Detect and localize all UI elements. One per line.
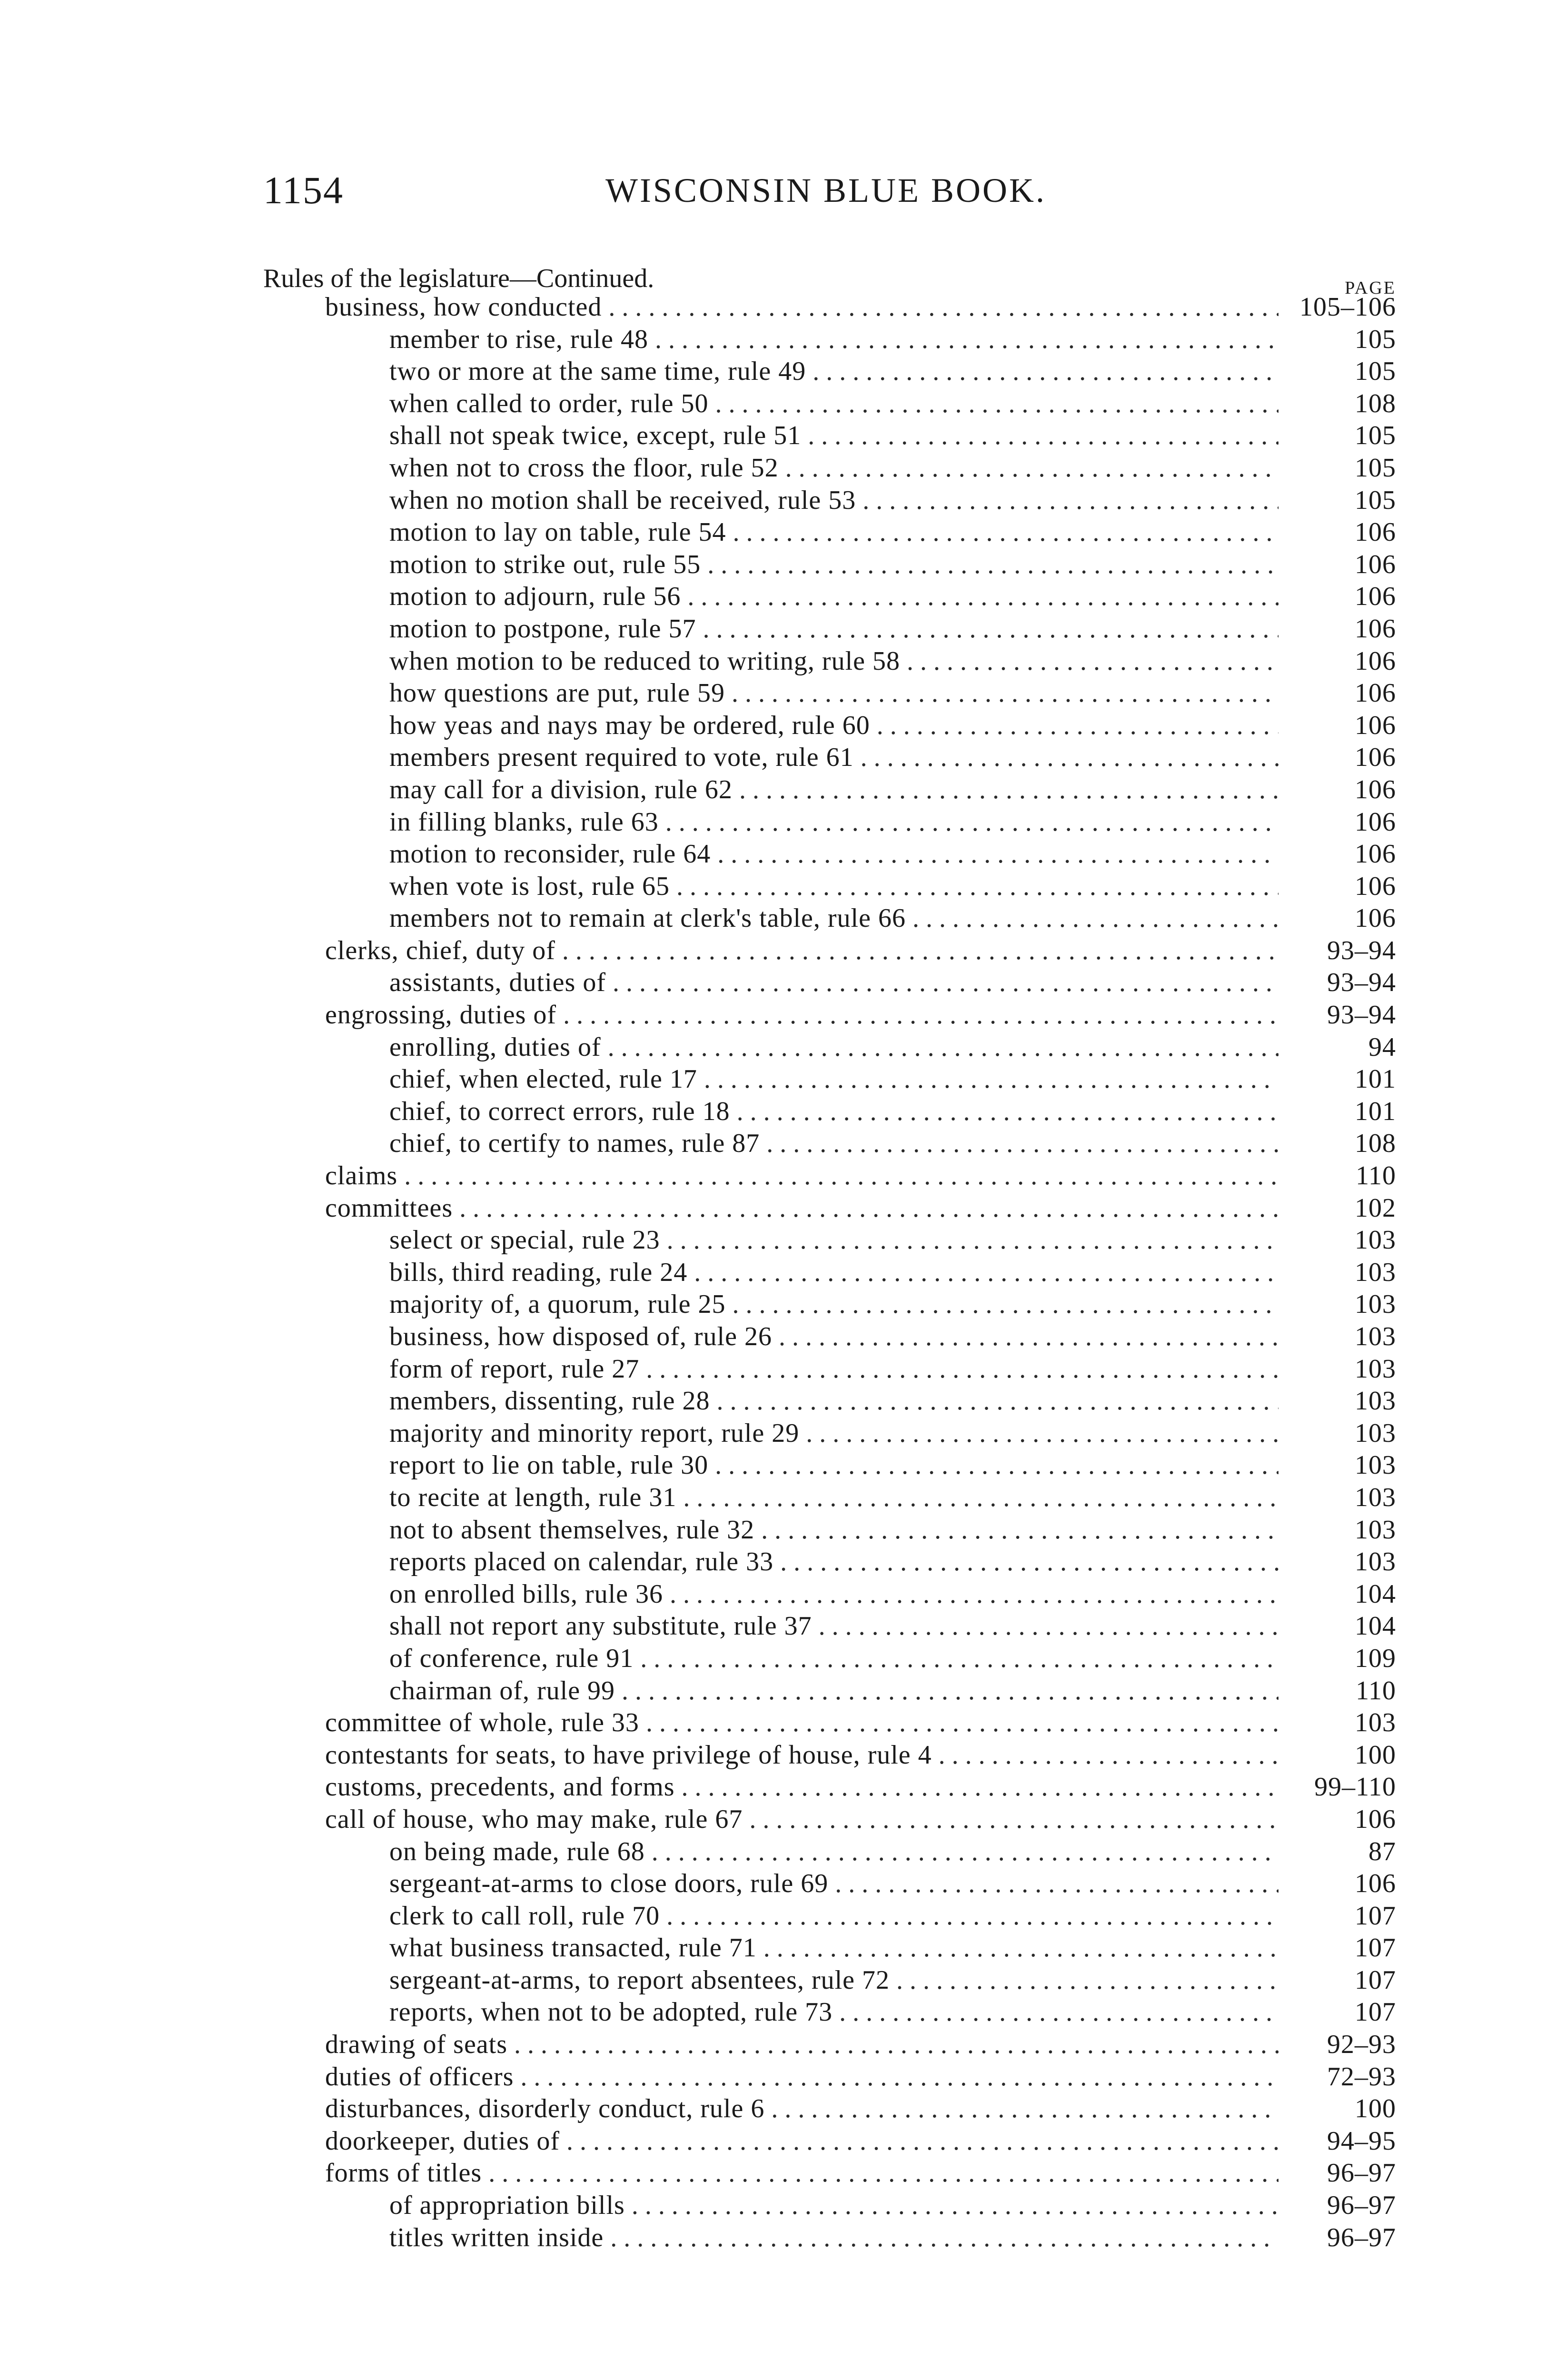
index-entry — [263, 1128, 1396, 1160]
entry-label: member to rise, rule 48 — [389, 324, 648, 354]
entry-page-number: 105 — [1355, 453, 1396, 483]
entry-page-number: 107 — [1355, 1965, 1396, 1995]
entry-label: when vote is lost, rule 65 — [389, 871, 670, 901]
index-entry — [263, 388, 1396, 420]
entry-page-number: 72–93 — [1327, 2062, 1396, 2092]
index-entry — [263, 1160, 1396, 1192]
dot-leader — [703, 613, 1278, 645]
dot-leader — [780, 1546, 1278, 1578]
entry-page-number: 101 — [1355, 1064, 1396, 1094]
entry-label: motion to postpone, rule 57 — [389, 614, 696, 644]
entry-page-number: 106 — [1355, 678, 1396, 708]
entry-label: clerks, chief, duty of — [325, 935, 555, 965]
index-entry — [263, 1096, 1396, 1128]
entry-label: of appropriation bills — [389, 2191, 625, 2221]
entry-label: engrossing, duties of — [325, 1000, 557, 1030]
dot-leader — [896, 1964, 1278, 1997]
dot-leader — [907, 645, 1278, 678]
index-entry — [263, 902, 1396, 935]
index-entry — [263, 356, 1396, 388]
page-column-label: PAGE — [1345, 278, 1396, 298]
dot-leader — [707, 549, 1278, 581]
index-entry — [263, 1964, 1396, 1997]
dot-leader — [459, 1192, 1278, 1225]
index-entry — [263, 1449, 1396, 1482]
entry-page-number: 103 — [1355, 1289, 1396, 1319]
entry-page-number: 103 — [1355, 1322, 1396, 1351]
entry-page-number: 109 — [1355, 1643, 1396, 1673]
index-entry — [263, 677, 1396, 710]
entry-label: members not to remain at clerk's table, rule 66 — [389, 903, 906, 933]
entry-label: majority and minority report, rule 29 — [389, 1418, 800, 1448]
dot-leader — [732, 677, 1278, 710]
index-entry — [263, 581, 1396, 613]
entry-label: business, how conducted — [325, 292, 602, 322]
index-entry — [263, 2190, 1396, 2222]
dot-leader — [646, 1707, 1278, 1739]
dot-leader — [749, 1804, 1278, 1836]
entry-label: motion to lay on table, rule 54 — [389, 517, 726, 547]
entry-page-number: 103 — [1355, 1482, 1396, 1512]
index-entry — [263, 1257, 1396, 1289]
dot-leader — [839, 1996, 1278, 2029]
entry-label: disturbances, disorderly conduct, rule 6 — [325, 2094, 765, 2124]
dot-leader — [716, 1385, 1278, 1418]
index-entry — [263, 1900, 1396, 1933]
index-entry — [263, 1739, 1396, 1772]
entry-page-number: 101 — [1355, 1096, 1396, 1126]
entry-label: form of report, rule 27 — [389, 1354, 640, 1384]
entry-page-number: 110 — [1356, 1161, 1396, 1191]
dot-leader — [808, 420, 1278, 452]
index-entry — [263, 710, 1396, 742]
dot-leader — [520, 2061, 1278, 2093]
entry-label: two or more at the same time, rule 49 — [389, 357, 806, 387]
dot-leader — [563, 999, 1278, 1031]
entry-label: when no motion shall be received, rule 53 — [389, 485, 856, 515]
running-head — [0, 164, 1546, 217]
entry-label: enrolling, duties of — [389, 1032, 601, 1062]
entry-page-number: 106 — [1355, 743, 1396, 773]
index-entry — [263, 1707, 1396, 1739]
dot-leader — [835, 1868, 1278, 1900]
entry-label: select or special, rule 23 — [389, 1225, 660, 1255]
entry-label: committees — [325, 1193, 453, 1223]
entry-label: motion to adjourn, rule 56 — [389, 582, 681, 612]
entry-page-number: 100 — [1355, 2094, 1396, 2124]
entry-label: members, dissenting, rule 28 — [389, 1386, 710, 1416]
dot-leader — [737, 1096, 1278, 1128]
index-entry — [263, 935, 1396, 967]
dot-leader — [632, 2190, 1278, 2222]
dot-leader — [514, 2029, 1278, 2061]
entry-page-number: 106 — [1355, 646, 1396, 676]
index-entry — [263, 1836, 1396, 1868]
dot-leader — [608, 1031, 1278, 1064]
index-entry — [263, 1031, 1396, 1064]
entry-label: majority of, a quorum, rule 25 — [389, 1289, 726, 1319]
entry-page-number: 96–97 — [1327, 2191, 1396, 2221]
entry-page-number: 94–95 — [1327, 2126, 1396, 2156]
entry-page-number: 103 — [1355, 1708, 1396, 1738]
index-entry — [263, 999, 1396, 1031]
entry-page-number: 105–106 — [1299, 292, 1396, 322]
dot-leader — [779, 1321, 1278, 1353]
dot-leader — [912, 902, 1278, 935]
entry-page-number: 103 — [1355, 1225, 1396, 1255]
index-entry — [263, 324, 1396, 356]
entry-page-number: 105 — [1355, 324, 1396, 354]
index-entry — [263, 1418, 1396, 1450]
entry-page-number: 104 — [1355, 1611, 1396, 1641]
entry-label: shall not speak twice, except, rule 51 — [389, 421, 802, 451]
section-heading: Rules of the legislature—Continued. — [263, 264, 654, 293]
entry-page-number: 104 — [1355, 1579, 1396, 1609]
index-entry — [263, 485, 1396, 517]
entry-label: motion to strike out, rule 55 — [389, 549, 701, 579]
entry-page-number: 103 — [1355, 1386, 1396, 1416]
dot-leader — [862, 485, 1278, 517]
entry-label: reports placed on calendar, rule 33 — [389, 1547, 774, 1577]
dot-leader — [763, 1932, 1278, 1964]
index-entry — [263, 1546, 1396, 1578]
entry-label: what business transacted, rule 71 — [389, 1933, 757, 1963]
dot-leader — [613, 967, 1278, 999]
entry-page-number: 92–93 — [1327, 2030, 1396, 2060]
index-entry — [263, 1514, 1396, 1547]
dot-leader — [404, 1160, 1278, 1192]
dot-leader — [771, 2093, 1278, 2125]
index-entry — [263, 549, 1396, 581]
dot-leader — [813, 356, 1278, 388]
index-entry — [263, 1868, 1396, 1900]
dot-leader — [715, 388, 1278, 420]
entry-label: forms of titles — [325, 2158, 482, 2188]
entry-label: to recite at length, rule 31 — [389, 1482, 677, 1512]
entry-page-number: 105 — [1355, 357, 1396, 387]
entry-label: how yeas and nays may be ordered, rule 60 — [389, 710, 870, 740]
page-number: 1154 — [263, 169, 344, 212]
dot-leader — [683, 1482, 1278, 1514]
entry-page-number: 105 — [1355, 485, 1396, 515]
entry-label: chairman of, rule 99 — [389, 1676, 615, 1706]
dot-leader — [670, 1578, 1278, 1611]
dot-leader — [622, 1675, 1278, 1707]
dot-leader — [717, 838, 1278, 871]
entry-label: bills, third reading, rule 24 — [389, 1257, 688, 1287]
entry-label: drawing of seats — [325, 2030, 508, 2060]
dot-leader — [733, 516, 1278, 549]
entry-label: on enrolled bills, rule 36 — [389, 1579, 664, 1609]
dot-leader — [733, 1289, 1278, 1321]
entry-page-number: 100 — [1355, 1740, 1396, 1770]
index-entry — [263, 2093, 1396, 2125]
entry-page-number: 106 — [1355, 903, 1396, 933]
index-entry — [263, 1385, 1396, 1418]
dot-leader — [715, 1449, 1278, 1482]
entry-page-number: 102 — [1355, 1193, 1396, 1223]
index-entry — [263, 1610, 1396, 1643]
dot-leader — [652, 1836, 1278, 1868]
entry-page-number: 93–94 — [1327, 935, 1396, 965]
entry-page-number: 103 — [1355, 1418, 1396, 1448]
entry-label: how questions are put, rule 59 — [389, 678, 725, 708]
index-entry — [263, 806, 1396, 839]
entry-label: report to lie on table, rule 30 — [389, 1450, 709, 1480]
dot-leader — [939, 1739, 1278, 1772]
dot-leader — [861, 742, 1278, 774]
entry-page-number: 106 — [1355, 1869, 1396, 1899]
entry-page-number: 103 — [1355, 1547, 1396, 1577]
index-entry — [263, 1224, 1396, 1257]
dot-leader — [785, 452, 1278, 485]
index-entry — [263, 1996, 1396, 2029]
entry-page-number: 106 — [1355, 517, 1396, 547]
dot-leader — [761, 1514, 1278, 1547]
index-entry — [263, 1192, 1396, 1225]
index-entry — [263, 516, 1396, 549]
entry-page-number: 107 — [1355, 1901, 1396, 1931]
index-entry — [263, 1675, 1396, 1707]
entry-label: chief, to correct errors, rule 18 — [389, 1096, 730, 1126]
dot-leader — [608, 291, 1278, 324]
entry-page-number: 106 — [1355, 871, 1396, 901]
dot-leader — [877, 710, 1278, 742]
index-entry — [263, 1289, 1396, 1321]
entry-page-number: 103 — [1355, 1515, 1396, 1545]
index-entry — [263, 967, 1396, 999]
entry-label: when motion to be reduced to writing, rule 58 — [389, 646, 900, 676]
entry-label: motion to reconsider, rule 64 — [389, 839, 711, 869]
dot-leader — [610, 2222, 1278, 2254]
entry-page-number: 106 — [1355, 839, 1396, 869]
entry-page-number: 106 — [1355, 549, 1396, 579]
entry-label: when called to order, rule 50 — [389, 388, 709, 418]
entry-label: call of house, who may make, rule 67 — [325, 1804, 743, 1834]
entry-page-number: 106 — [1355, 774, 1396, 804]
dot-leader — [665, 806, 1278, 839]
dot-leader — [819, 1610, 1278, 1643]
index-entry — [263, 645, 1396, 678]
index-entry — [263, 420, 1396, 452]
index-entry — [263, 2157, 1396, 2190]
entry-page-number: 96–97 — [1327, 2158, 1396, 2188]
entry-label: of conference, rule 91 — [389, 1643, 634, 1673]
entry-label: reports, when not to be adopted, rule 73 — [389, 1997, 833, 2027]
entry-label: titles written inside — [389, 2222, 604, 2252]
index-entry — [263, 2222, 1396, 2254]
entry-page-number: 107 — [1355, 1933, 1396, 1963]
entry-label: doorkeeper, duties of — [325, 2126, 560, 2156]
dot-leader — [655, 324, 1278, 356]
entry-page-number: 108 — [1355, 1129, 1396, 1159]
dot-leader — [562, 935, 1278, 967]
index-entry — [263, 2061, 1396, 2093]
dot-leader — [667, 1224, 1278, 1257]
entry-page-number: 105 — [1355, 421, 1396, 451]
dot-leader — [646, 1353, 1278, 1386]
entry-page-number: 106 — [1355, 1804, 1396, 1834]
index-entry — [263, 291, 1396, 324]
dot-leader — [806, 1418, 1278, 1450]
dot-leader — [666, 1900, 1278, 1933]
entry-label: chief, to certify to names, rule 87 — [389, 1129, 760, 1159]
entry-page-number: 93–94 — [1327, 968, 1396, 998]
entry-page-number: 110 — [1356, 1676, 1396, 1706]
index-entry — [263, 1063, 1396, 1096]
entry-page-number: 107 — [1355, 1997, 1396, 2027]
index-entry — [263, 2125, 1396, 2158]
book-title: WISCONSIN BLUE BOOK. — [605, 171, 1046, 209]
entry-label: duties of officers — [325, 2062, 514, 2092]
entry-page-number: 103 — [1355, 1450, 1396, 1480]
entry-page-number: 106 — [1355, 614, 1396, 644]
index-entry — [263, 1578, 1396, 1611]
entry-label: on being made, rule 68 — [389, 1836, 645, 1866]
entry-page-number: 96–97 — [1327, 2222, 1396, 2252]
dot-leader — [766, 1128, 1278, 1160]
index-entry — [263, 2029, 1396, 2061]
dot-leader — [704, 1063, 1278, 1096]
index-entry — [263, 871, 1396, 903]
dot-leader — [687, 581, 1278, 613]
entry-page-number: 93–94 — [1327, 1000, 1396, 1030]
entry-label: may call for a division, rule 62 — [389, 774, 733, 804]
entry-page-number: 106 — [1355, 807, 1396, 837]
entry-label: business, how disposed of, rule 26 — [389, 1322, 772, 1351]
index-entry — [263, 1321, 1396, 1353]
dot-leader — [694, 1257, 1278, 1289]
entry-label: not to absent themselves, rule 32 — [389, 1515, 755, 1545]
dot-leader — [640, 1643, 1278, 1675]
entry-page-number: 94 — [1368, 1032, 1396, 1062]
entry-page-number: 103 — [1355, 1257, 1396, 1287]
entry-label: contestants for seats, to have privilege of house, rule 4 — [325, 1740, 932, 1770]
index-entry — [263, 774, 1396, 806]
index-entry — [263, 1771, 1396, 1804]
entry-label: sergeant-at-arms, to report absentees, rule 72 — [389, 1965, 890, 1995]
index-entry — [263, 742, 1396, 774]
entry-label: assistants, duties of — [389, 968, 606, 998]
index-entry — [263, 452, 1396, 485]
index-entries — [263, 291, 1396, 2254]
entry-label: claims — [325, 1161, 398, 1191]
entry-label: in filling blanks, rule 63 — [389, 807, 659, 837]
entry-label: sergeant-at-arms to close doors, rule 69 — [389, 1869, 829, 1899]
index-entry — [263, 1643, 1396, 1675]
dot-leader — [681, 1771, 1278, 1804]
entry-page-number: 99–110 — [1314, 1772, 1396, 1802]
entry-label: chief, when elected, rule 17 — [389, 1064, 697, 1094]
index-entry — [263, 1482, 1396, 1514]
dot-leader — [676, 871, 1278, 903]
entry-page-number: 87 — [1368, 1836, 1396, 1866]
index-entry — [263, 1804, 1396, 1836]
index-entry — [263, 1932, 1396, 1964]
entry-label: members present required to vote, rule 61 — [389, 743, 854, 773]
dot-leader — [566, 2125, 1278, 2158]
index-entry — [263, 1353, 1396, 1386]
dot-leader — [739, 774, 1278, 806]
entry-page-number: 103 — [1355, 1354, 1396, 1384]
entry-label: committee of whole, rule 33 — [325, 1708, 639, 1738]
index-entry — [263, 613, 1396, 645]
entry-label: when not to cross the floor, rule 52 — [389, 453, 779, 483]
entry-label: shall not report any substitute, rule 37 — [389, 1611, 812, 1641]
entry-label: clerk to call roll, rule 70 — [389, 1901, 660, 1931]
entry-page-number: 108 — [1355, 388, 1396, 418]
dot-leader — [488, 2157, 1278, 2190]
entry-page-number: 106 — [1355, 710, 1396, 740]
index-entry — [263, 838, 1396, 871]
entry-page-number: 106 — [1355, 582, 1396, 612]
entry-label: customs, precedents, and forms — [325, 1772, 675, 1802]
